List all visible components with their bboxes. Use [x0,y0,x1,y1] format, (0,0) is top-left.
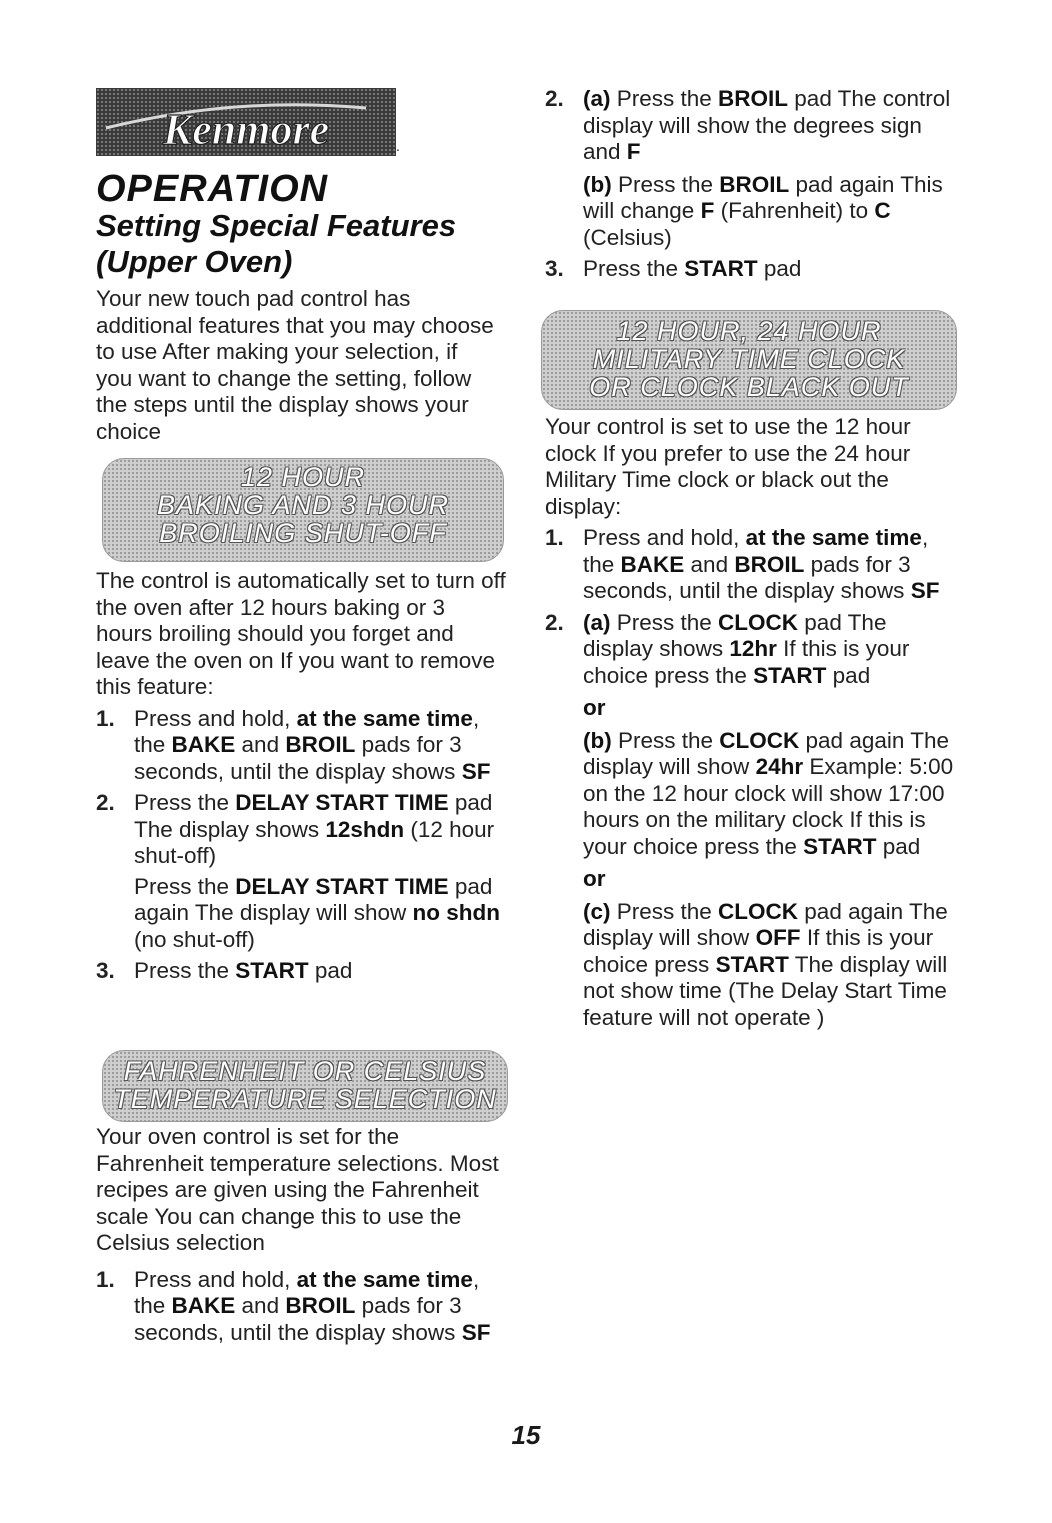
temperature-section-continued [545,86,955,283]
temperature-body: Your oven control is set for the Fahrenheit temperature selections. Most recipes are given using the Fahrenheit scale You can change this to use the Celsius selection [96,1124,499,1255]
section-subtitle [96,208,456,280]
shutoff-step-2-continued: Press the DELAY START TIME pad again The display will show no shdn (no shut-off) [134,873,500,952]
temperature-step-3: 3. Press the START pad [545,256,802,281]
shutoff-body: The control is automatically set to turn off the oven after 12 hours baking or 3 hours broiling should you forget and leave the oven on If you want to remove this feature: [96,568,506,699]
clock-step-1: 1. Press and hold, at the same time, the BAKE and BROIL pads for 3 seconds, until the display shows SF [545,525,940,603]
shutoff-banner [102,458,504,562]
clock-or-1: or [583,695,606,720]
shutoff-section [96,568,506,985]
banner-line: TEMPERATURE SELECTION [113,1084,497,1114]
banner-line: 12 HOUR [240,462,366,492]
registered-mark: . [396,138,400,154]
clock-section [545,414,957,1031]
temperature-banner [102,1050,508,1122]
clock-step-2b: (b) Press the CLOCK pad again The display will show 24hr Example: 5:00 on the 12 hour clock will show 17:00 hours on the military clock If this is your choice press the START pad [583,727,954,859]
shutoff-step-1: 1. Press and hold, at the same time, the BAKE and BROIL pads for 3 seconds, until the display shows SF [96,705,491,784]
clock-step-2a: 2. (a) Press the CLOCK pad The display shows 12hr If this is your choice press the START pad [545,609,910,688]
page-number: 15 [511,1420,541,1450]
clock-banner [541,310,957,410]
shutoff-step-2: 2. Press the DELAY START TIME pad The display shows 12shdn (12 hour shut-off) [96,790,495,868]
banner-line: OR CLOCK BLACK OUT [589,372,909,402]
banner-line: BROILING SHUT-OFF [159,518,447,548]
intro-paragraph: Your new touch pad control has additional features that you may choose to use After making your selection, if you want to change the setting, follow the steps until the display shows your choice [96,286,494,444]
kenmore-logo [96,88,396,156]
clock-body: Your control is set to use the 12 hour clock If you prefer to use the 24 hour Military Time clock or black out the display: [545,414,911,519]
clock-step-2c: (c) Press the CLOCK pad again The display will show OFF If this is your choice press START The display will not show time (The Delay Start Time feature will not operate ) [583,898,948,1030]
temperature-step-1: 1. Press and hold, at the same time, the BAKE and BROIL pads for 3 seconds, until the display shows SF [96,1266,491,1345]
temperature-step-2b: (b) Press the BROIL pad again This will change F (Fahrenheit) to C (Celsius) [583,171,943,250]
subtitle-line2: (Upper Oven) [96,244,293,279]
shutoff-step-3: 3. Press the START pad [96,958,353,983]
page-title: OPERATION [96,168,329,210]
temperature-section [96,1124,506,1346]
clock-or-2: or [583,866,606,891]
banner-line: 12 HOUR, 24 HOUR [616,316,882,346]
temperature-step-2a: 2. (a) Press the BROIL pad The control display will show the degrees sign and F [545,86,951,164]
svg-text:Kenmore: Kenmore [162,105,330,154]
banner-line: MILITARY TIME CLOCK [592,344,906,374]
subtitle-line1: Setting Special Features [96,208,457,243]
banner-line: BAKING AND 3 HOUR [156,490,450,520]
banner-line: FAHRENHEIT OR CELSIUS [123,1056,487,1086]
